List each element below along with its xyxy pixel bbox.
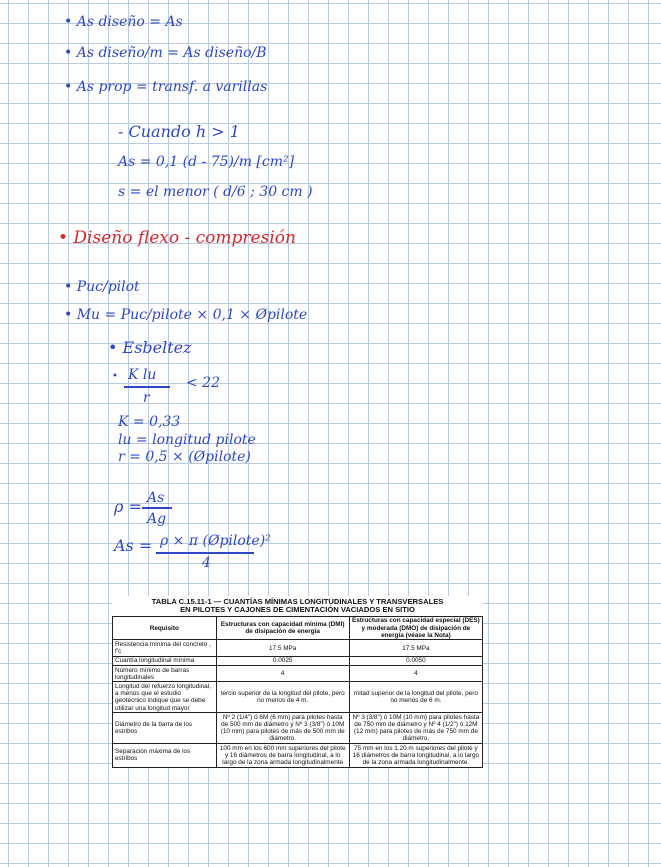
cell-des: 4: [349, 666, 482, 682]
slender-limit: < 22: [186, 375, 220, 391]
table-row: [113, 640, 483, 656]
note-lu-def: lu = longitud pilote: [118, 432, 256, 448]
cell-dmi: 0.0025: [216, 656, 349, 665]
cell-des: 17.5 MPa: [349, 640, 482, 656]
cell-dmi: 4: [216, 666, 349, 682]
note-k-value: K = 0,33: [118, 414, 181, 430]
header-des-dmo: Estructuras con capacidad especial (DES) y moderada (DMO) de disipación de energía (véase la Nota): [349, 616, 482, 640]
slender-fraction-bar: [124, 386, 170, 388]
table-row: [113, 656, 483, 665]
header-dmi: Estructuras con capacidad mínima (DMI) de disipación de energía: [216, 616, 349, 640]
as-fraction-bar: [156, 552, 254, 554]
table-row: [113, 666, 483, 682]
note-esbeltez: • Esbeltez: [108, 338, 192, 357]
table-title-line2: EN PILOTES Y CAJONES DE CIMENTACIÓN VACIADOS EN SITIO: [180, 605, 415, 615]
note-as-diseno: • As diseño = As: [64, 14, 183, 30]
rho-numerator: As: [147, 490, 165, 506]
cell-requisito: Longitud del refuerzo longitudinal, a menos que el estudio geotécnico indique que se debe utilizar una longitud mayor: [113, 682, 217, 713]
rho-denominator: Ag: [147, 511, 167, 527]
cell-dmi: Nº 2 (1/4") ó 6M (6 mm) para pilotes hasta de 500 mm de diámetro y Nº 3 (3/8") ó 10M (10 mm) para pilotes de más de 500 mm de diámetro.: [216, 713, 349, 744]
header-requisito: Requisito: [113, 616, 217, 640]
slender-denominator: r: [143, 390, 150, 406]
requirements-table: [112, 616, 483, 768]
cell-des: 75 mm en los 1.20 m superiores del pilote y 16 diámetros de barra longitudinal, a lo largo de la zona armada longitudinalmente.: [349, 744, 482, 768]
table-row: [113, 682, 483, 713]
as-numerator: ρ × π (Øpilote)²: [160, 533, 271, 549]
cell-requisito: Cuantía longitudinal mínima: [113, 656, 217, 665]
cell-des: Nº 3 (3/8") ó 10M (10 mm) para pilotes hasta de 750 mm de diámetro y Nº 4 (1/2") ó 12M (12 mm) para pilotes de más de 750 mm de diámetro.: [349, 713, 482, 744]
note-as-prop: • As prop = transf. a varillas: [64, 79, 268, 95]
note-as-diseno-per-m: • As diseño/m = As diseño/B: [64, 45, 267, 61]
note-s-formula: s = el menor ( d/6 ; 30 cm ): [118, 184, 313, 200]
cell-dmi: tercio superior de la longitud del pilote, pero no menos de 4 m.: [216, 682, 349, 713]
rho-fraction-bar: [142, 507, 172, 509]
table-header-row: [113, 616, 483, 640]
cell-des: 0.0050: [349, 656, 482, 665]
table-row: [113, 713, 483, 744]
table-row: [113, 744, 483, 768]
slender-numerator: K lu: [128, 367, 157, 383]
as-denominator: 4: [202, 555, 211, 571]
as-lhs: As =: [114, 536, 153, 555]
table-c15-11-1: [112, 596, 483, 768]
rho-lhs: ρ =: [114, 497, 142, 516]
note-mu: • Mu = Puc/pilote × 0,1 × Øpilote: [64, 307, 308, 323]
table-title-line1: TABLA C.15.11-1 — CUANTÍAS MÍNIMAS LONGITUDINALES Y TRANSVERSALES: [151, 597, 444, 606]
cell-dmi: 100 mm en los 600 mm superiores del pilote y 16 diámetros de barra longitudinal, a lo largo de la zona armada longitudinalmente: [216, 744, 349, 768]
cell-requisito: Resistencia mínima del concreto , f'c: [113, 640, 217, 656]
note-cuando: - Cuando h > 1: [118, 122, 240, 141]
note-puc: • Puc/pilot: [64, 279, 140, 295]
cell-requisito: Separación máxima de los estribos: [113, 744, 217, 768]
section-title-diseno: • Diseño flexo - compresión: [58, 228, 296, 248]
cell-dmi: 17.5 MPa: [216, 640, 349, 656]
cell-requisito: Diámetro de la barra de los estribos: [113, 713, 217, 744]
note-r-def: r = 0,5 × (Øpilote): [118, 449, 251, 465]
bullet-dot: •: [112, 371, 118, 382]
cell-des: mitad superior de la longitud del pilote, pero no menos de 6 m.: [349, 682, 482, 713]
cell-requisito: Número mínimo de barras longitudinales: [113, 666, 217, 682]
note-as-formula: As = 0,1 (d - 75)/m [cm²]: [118, 154, 295, 170]
